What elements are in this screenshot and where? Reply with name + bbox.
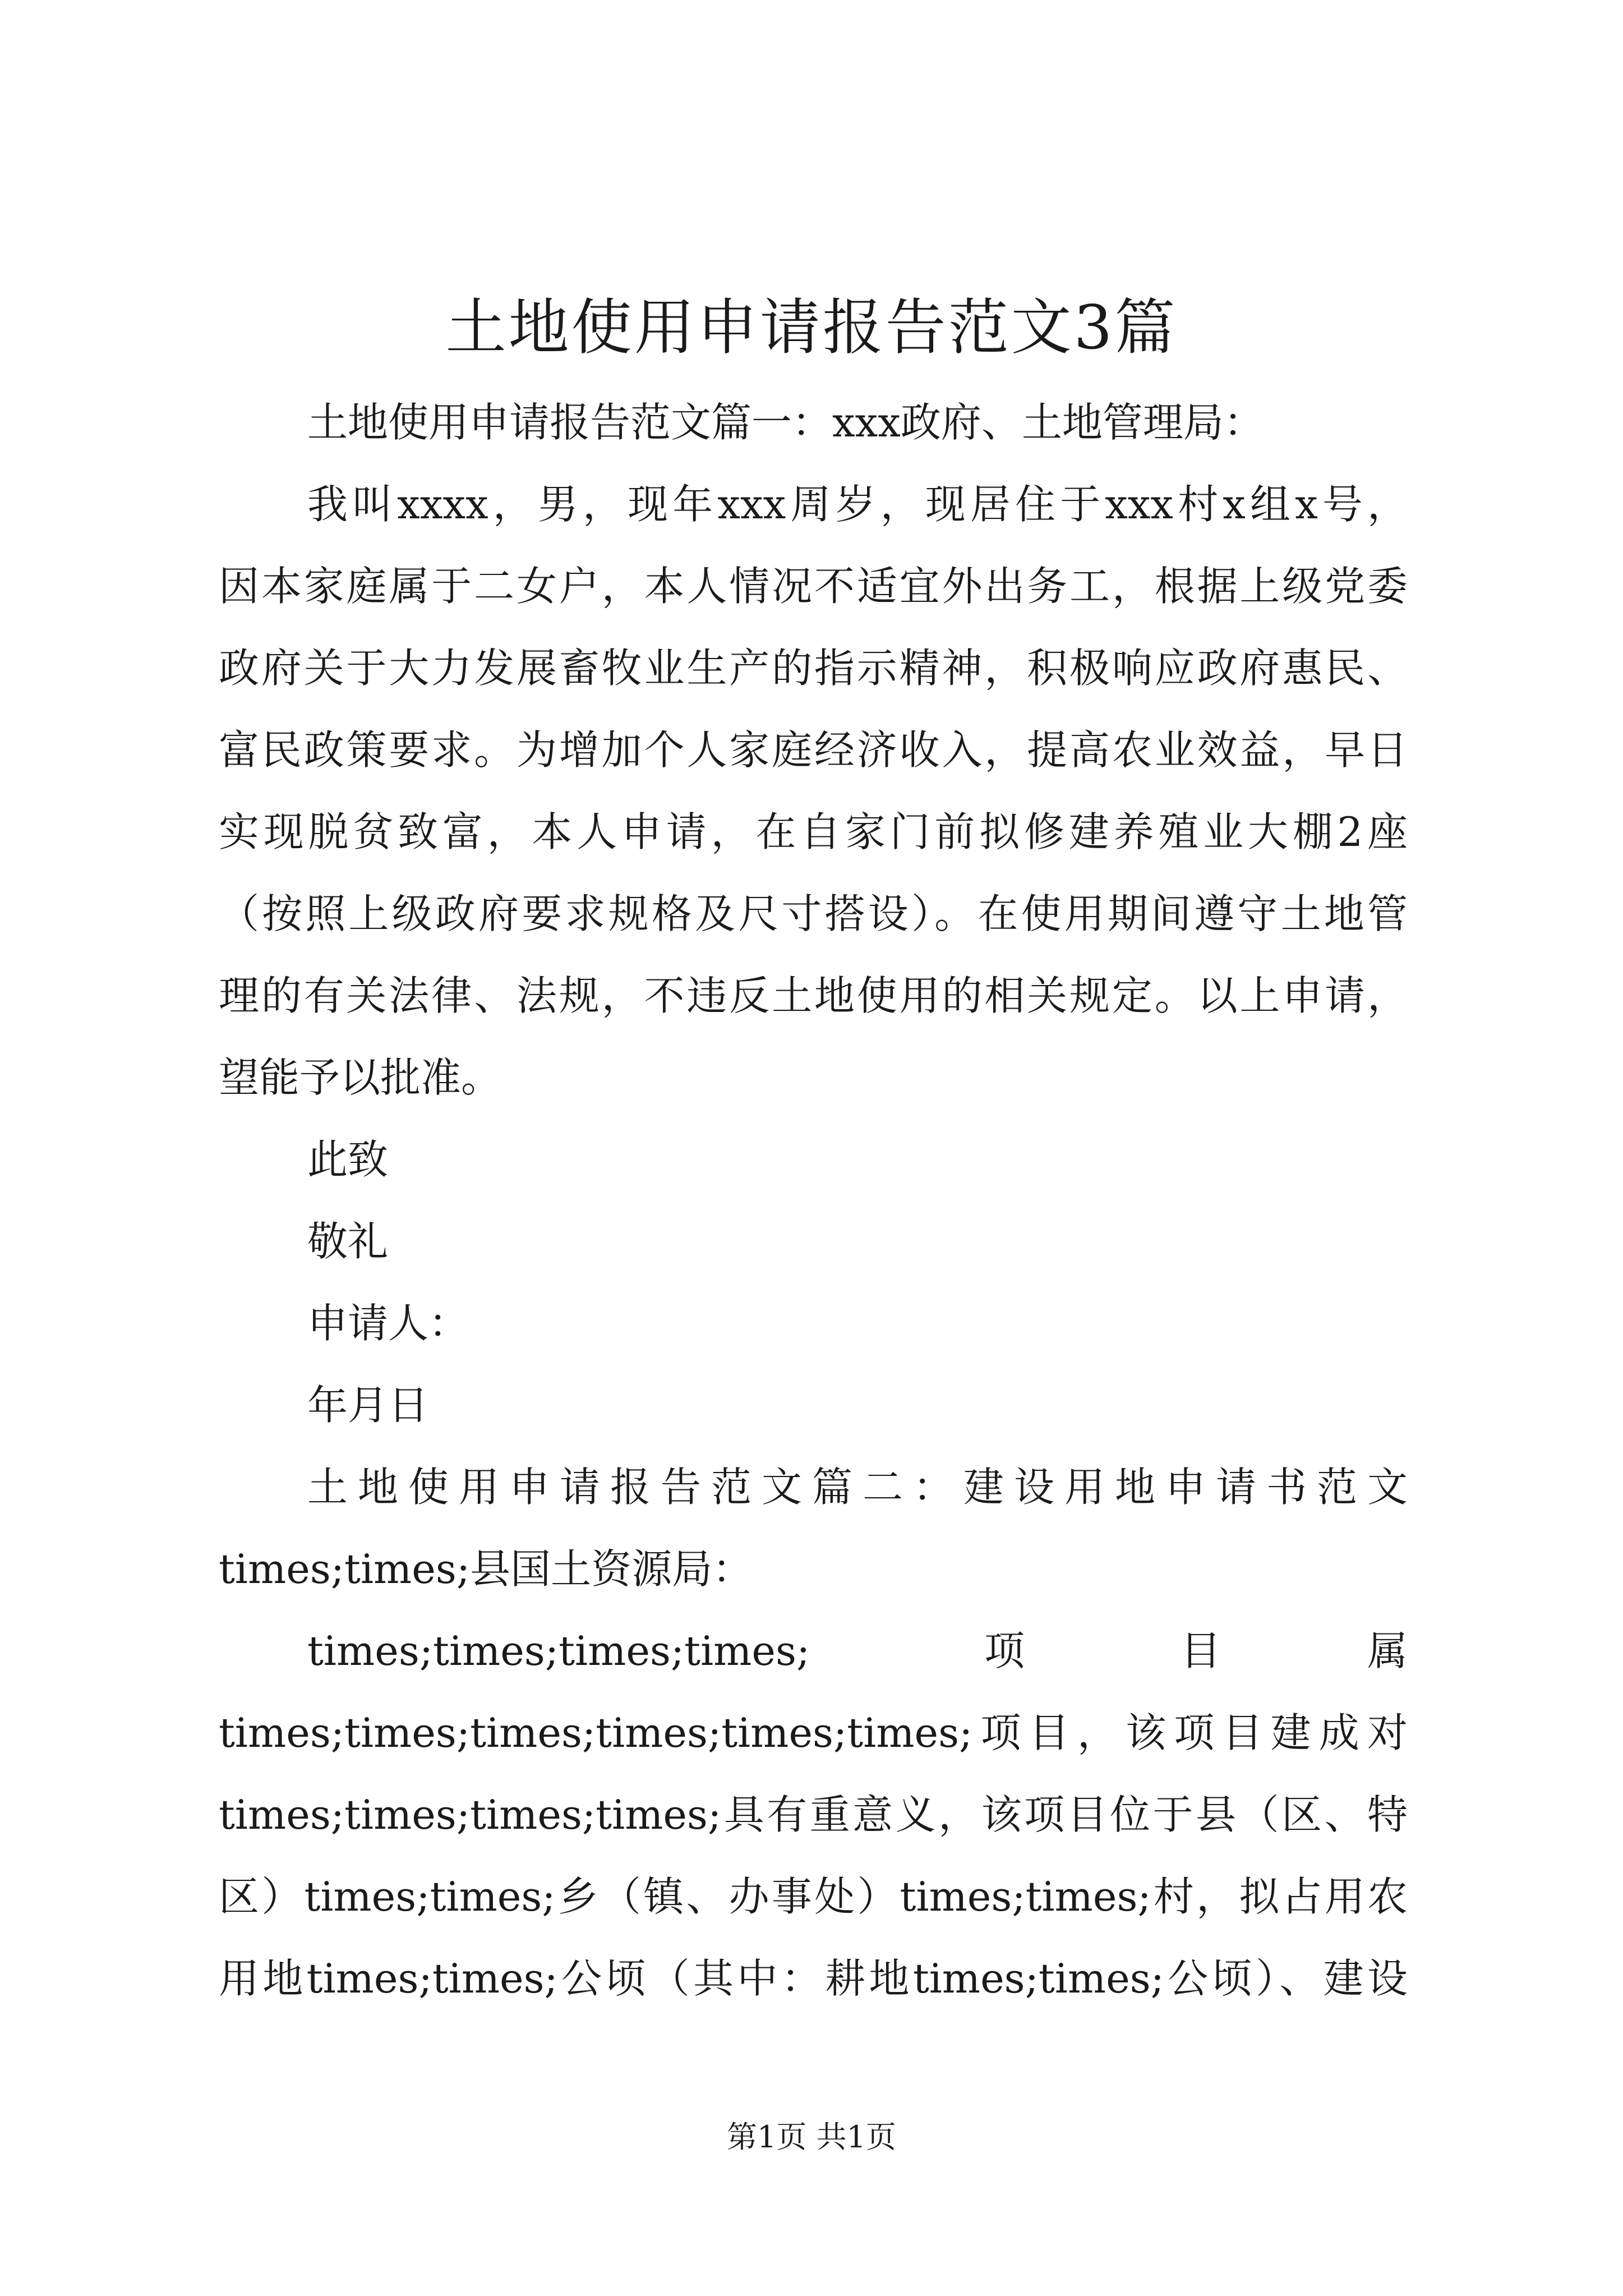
signature-line: 申请人： (307, 1300, 469, 1347)
paragraph-line: 因本家庭属于二女户，本人情况不适宜外出务工，根据上级党委 (219, 563, 1408, 610)
paragraph-line: 土地使用申请报告范文篇一：xxx政府、土地管理局： (307, 399, 1264, 446)
paragraph-line: 实现脱贫致富，本人申请，在自家门前拟修建养殖业大棚2座 (219, 808, 1408, 855)
spread-word: 目 (1181, 1627, 1221, 1674)
closing-line: 此致 (307, 1136, 389, 1183)
paragraph-line: 望能予以批准。 (219, 1054, 502, 1101)
spread-word: 属 (1367, 1627, 1408, 1674)
paragraph-line: 我叫xxxx，男，现年xxx周岁，现居住于xxx村x组x号， (307, 481, 1408, 528)
paragraph-line: 土地使用申请报告范文篇二：建设用地申请书范文 (307, 1464, 1408, 1511)
paragraph-line: 政府关于大力发展畜牧业生产的指示精神，积极响应政府惠民、 (219, 645, 1408, 692)
date-line: 年月日 (307, 1382, 429, 1429)
spread-line-prefix: times;times;times;times; (307, 1627, 810, 1674)
paragraph-line: 用地times;times;公顷（其中：耕地times;times;公顷）、建设 (219, 1955, 1408, 2002)
spread-word: 项 (984, 1627, 1025, 1674)
paragraph-line: 理的有关法律、法规，不违反土地使用的相关规定。以上申请， (219, 972, 1408, 1019)
paragraph-line: times;times;县国土资源局： (219, 1545, 753, 1593)
page-title: 土地使用申请报告范文3篇 (445, 293, 1178, 363)
closing-line: 敬礼 (307, 1218, 389, 1265)
paragraph-line: times;times;times;times;具有重意义，该项目位于县（区、特 (219, 1791, 1408, 1838)
paragraph-line: times;times;times;times;times;times;项目，该项目建成对 (219, 1709, 1408, 1756)
paragraph-line: 区）times;times;乡（镇、办事处）times;times;村，拟占用农 (219, 1873, 1408, 1920)
paragraph-line: 富民政策要求。为增加个人家庭经济收入，提高农业效益，早日 (219, 726, 1408, 774)
spread-line (219, 1610, 1408, 1692)
page-footer: 第1页 共1页 (727, 2119, 896, 2155)
paragraph-line: （按照上级政府要求规格及尺寸搭设）。在使用期间遵守土地管 (219, 890, 1408, 937)
